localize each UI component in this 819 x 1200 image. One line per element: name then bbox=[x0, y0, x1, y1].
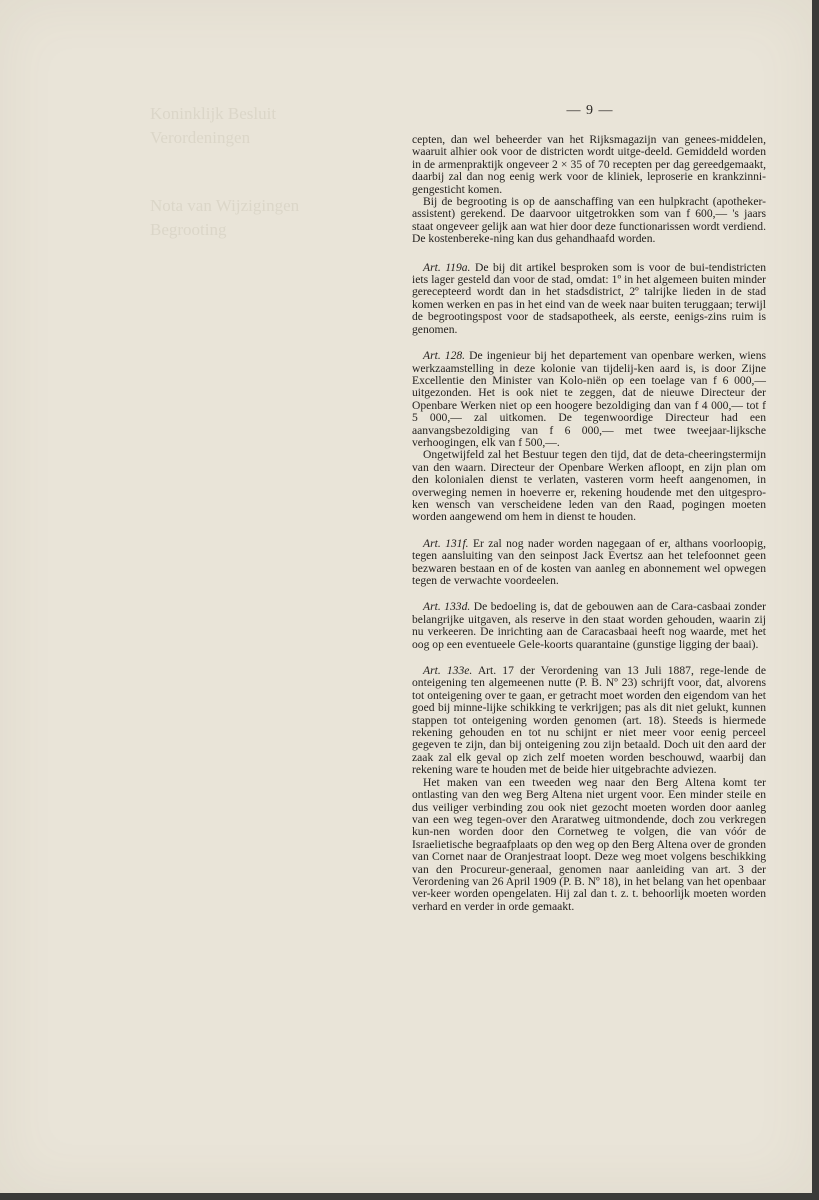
article-paragraph: Art. 133d. De bedoeling is, dat de gebouwen aan de Cara-casbaai zonder belangrijke uitgaven, als reserve in den staat worden gehouden, waarin zij nu verkeeren. De inrichting aan de Caracasbaai heeft nog waarde, met het oog op een eventueele Gele-koorts quarantaine (gunstige ligging der baai). bbox=[412, 600, 766, 651]
article-paragraph: Art. 133e. Art. 17 der Verordening van 13 Juli 1887, rege-lende de onteigening ten algemeenen nutte (P. B. Nº 23) schrijft voor, dat, alvorens tot onteigening over te gaan, er getracht moet worden den eigendom van het goed bij minne-lijke schikking te verkrijgen; pas als dit niet gelukt, kunnen stappen tot onteigening worden genomen (art. 18). Steeds is hiermede rekening gehouden en tot nu schijnt er niet meer voor eenig perceel gegeven te zijn, dan bij onteigening zou zijn betaald. Doch uit den aard der zaak zal elk geval op zich zelf moeten worden beschouwd, waarbij dan rekening ware te houden met de beide hier uitgebrachte adviezen. bbox=[412, 664, 766, 777]
article-label: Art. 133e. bbox=[423, 664, 473, 678]
paragraph: Bij de begrooting is op de aanschaffing van een hulpkracht (apotheker-assistent) gerekend. De daarvoor uitgetrokken som van f 600,— 's jaars staat ongeveer gelijk aan wat hier door deze functionarissen wordt verdiend. De kostenbereke-ning kan dus gehandhaafd worden. bbox=[412, 195, 766, 246]
article-label: Art. 133d. bbox=[423, 600, 471, 614]
article-paragraph: Art. 119a. De bij dit artikel besproken som is voor de bui-tendistricten iets lager gesteld dan voor de stad, omdat: 1º in het algemeen buiten minder gerecepteerd wordt dan in het stadsdistrict, 2º talrijke lieden in de stad komen werken en pas in het eind van de week naar buiten teruggaan; terwijl de begrootingspost voor de stadsapotheek, als eerste, eenigs-zins ruim is genomen. bbox=[412, 260, 766, 336]
bleed-through-text: Koninklijk Besluit Verordeningen Nota van Wijzigingen Begrooting bbox=[150, 104, 300, 239]
article-label: Art. 128. bbox=[423, 349, 466, 363]
text-column bbox=[412, 134, 766, 913]
paragraph: cepten, dan wel beheerder van het Rijksmagazijn van genees-middelen, waaruit alhier ook voor de districten wordt uitge-deeld. Gemiddeld worden in de armenpraktijk ongeveer 2 × 35 of 70 recepten per dag gereedgemaakt, daarbij zal dan nog eenig werk voor de kliniek, leproserie en krankzinni-gengesticht komen. bbox=[412, 133, 766, 196]
article-label: Art. 119a. bbox=[423, 260, 471, 274]
paragraph: Het maken van een tweeden weg naar den Berg Altena komt ter ontlasting van den weg Berg Altena niet urgent voor. Een minder steile en dus veiliger verbinding zou ook niet gezocht moeten worden door aanleg van een weg tegen-over den Araratweg uitmondende, doch zou verkregen kun-nen worden door den Cornetweg te volgen, die van vóór de Israelietische begraafplaats op den weg op den Berg Altena over de gronden van Cornet naar de Oranjestraat loopt. Deze weg moet volgens beschikking van den Procureur-generaal, genomen naar aanleiding van art. 3 der Verordening van 26 April 1909 (P. B. Nº 18), in het belang van het openbaar ver-keer worden opengelaten. Hij zal dan t. z. t. behoorlijk moeten worden verhard en verder in orde gemaakt. bbox=[412, 775, 766, 913]
article-label: Art. 131f. bbox=[423, 536, 469, 550]
article-paragraph: Art. 128. De ingenieur bij het departement van openbare werken, wiens werkzaamstelling in deze kolonie van tijdelij-ken aard is, is door Zijne Excellentie den Minister van Kolo-niën op een toelage van f 6 000,— uitgezonden. Het is ook niet te zeggen, dat de nieuwe Directeur der Openbare Werken niet op een hoogere bezoldiging dan van f 4 000,— tot f 5 000,— zal uitkomen. De tegenwoordige Directeur had een aanvangsbezoldiging van f 6 000,— met twee tweejaar-lijksche verhoogingen, elk van f 500,—. bbox=[412, 349, 766, 449]
article-paragraph: Art. 131f. Er zal nog nader worden nagegaan of er, althans voorloopig, tegen aansluiting van den seinpost Jack Evertsz aan het telefoonnet geen bezwaren bestaan en of de kosten van aanleg en abonnement wel opwegen tegen de verwachte voordeelen. bbox=[412, 536, 767, 587]
paragraph: Ongetwijfeld zal het Bestuur tegen den tijd, dat de deta-cheeringstermijn van den waarn. Directeur der Openbare Werken afloopt, en zijn plan om den kolonialen dienst te verlaten, vasteren vorm heeft aangenomen, in overweging nemen in hoeverre er, rekening houdende met den uitgespro-ken wensch van verscheidene leden van den Raad, pogingen moeten worden aangewend om hem in dienst te houden. bbox=[412, 448, 766, 524]
page-number: — 9 — bbox=[566, 103, 614, 118]
